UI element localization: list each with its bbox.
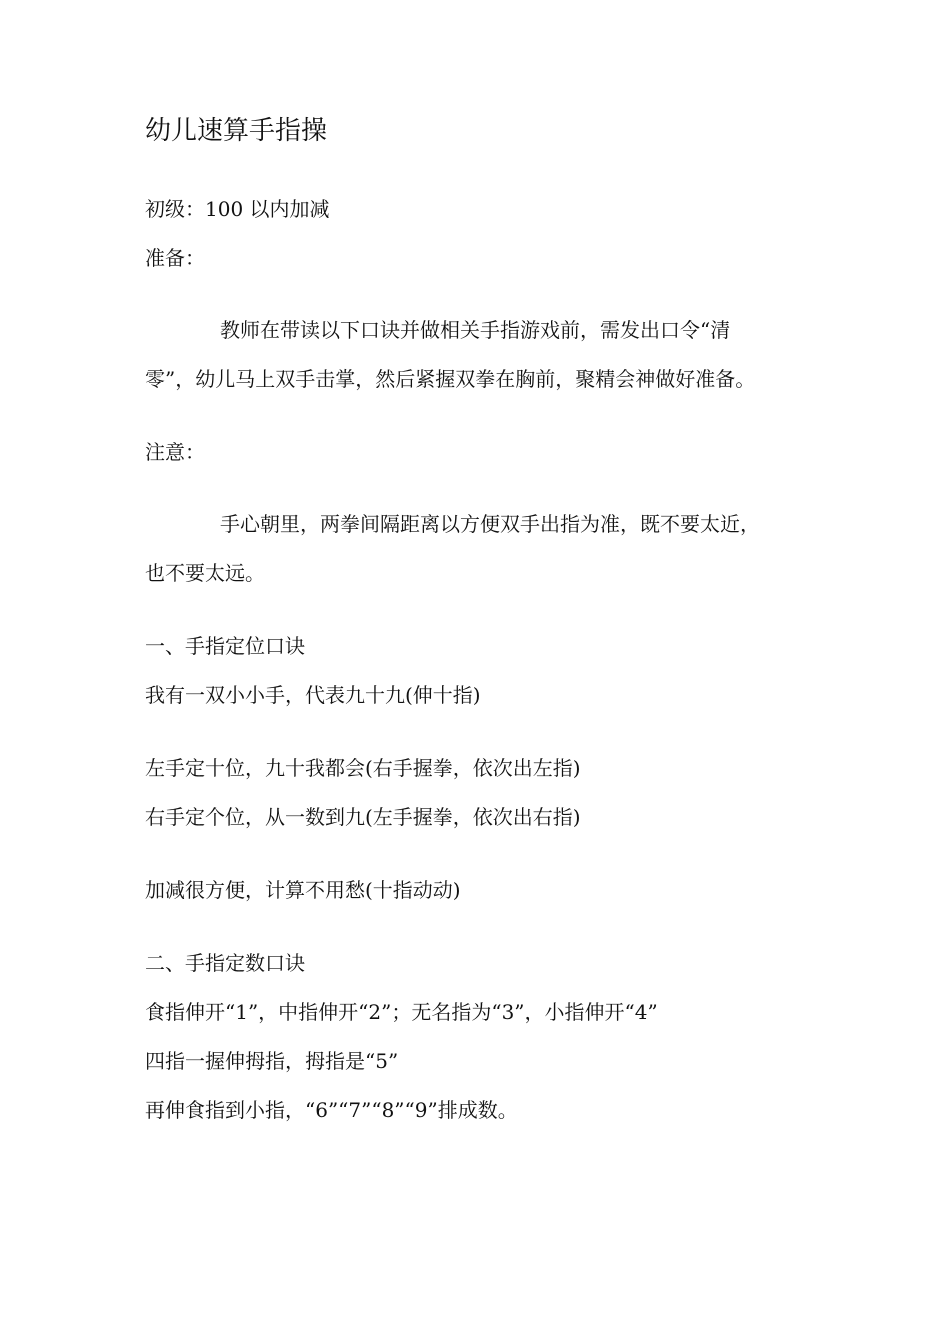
note-heading: 注意： bbox=[145, 440, 205, 464]
section-2-heading: 二、手指定数口诀 bbox=[145, 951, 305, 975]
section-2-line: 食指伸开“1”，中指伸开“2”；无名指为“3”，小指伸开“4” bbox=[145, 1000, 658, 1024]
section-1-heading: 一、手指定位口诀 bbox=[145, 634, 305, 658]
prep-paragraph-line-1: 教师在带读以下口诀并做相关手指游戏前，需发出口令“清 bbox=[220, 318, 731, 342]
section-1-line: 我有一双小小手，代表九十九(伸十指) bbox=[145, 683, 481, 707]
note-paragraph-line-1: 手心朝里，两拳间隔距离以方便双手出指为准，既不要太近， bbox=[220, 512, 760, 536]
section-2-line: 再伸食指到小指，“6”“7”“8”“9”排成数。 bbox=[145, 1098, 518, 1122]
section-1-line: 左手定十位，九十我都会(右手握拳，依次出左指) bbox=[145, 756, 581, 780]
document-title: 幼儿速算手指操 bbox=[145, 116, 328, 146]
section-1-line: 右手定个位，从一数到九(左手握拳，依次出右指) bbox=[145, 805, 581, 829]
section-1-line: 加减很方便，计算不用愁(十指动动) bbox=[145, 878, 461, 902]
prep-paragraph-line-2: 零”，幼儿马上双手击掌，然后紧握双拳在胸前，聚精会神做好准备。 bbox=[145, 367, 756, 391]
section-2-line: 四指一握伸拇指，拇指是“5” bbox=[145, 1049, 399, 1073]
level-line: 初级：100 以内加减 bbox=[145, 197, 330, 221]
prep-heading: 准备： bbox=[145, 246, 205, 270]
note-paragraph-line-2: 也不要太远。 bbox=[145, 561, 265, 585]
